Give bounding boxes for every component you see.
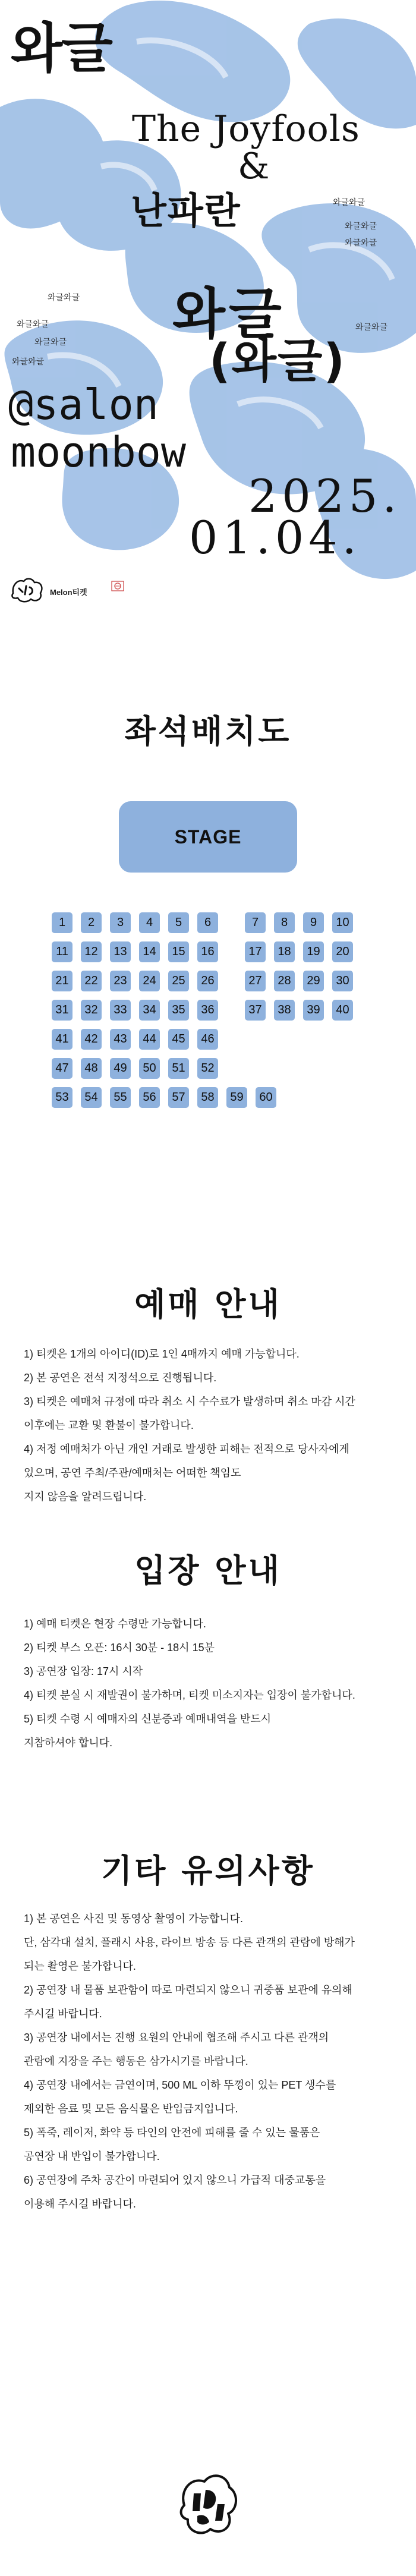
poster-ampersand: & xyxy=(238,146,270,187)
seat-31[interactable]: 31 xyxy=(52,1000,73,1021)
notes-line: 되는 촬영은 불가합니다. xyxy=(24,1960,136,1972)
seat-33[interactable]: 33 xyxy=(110,1000,131,1021)
notes-line: 주시길 바랍니다. xyxy=(24,2008,102,2020)
entry-info-list xyxy=(24,1612,398,1755)
seat-44[interactable]: 44 xyxy=(139,1029,160,1050)
seat-48[interactable]: 48 xyxy=(81,1058,102,1079)
poster-scatter-text: 와글와글 xyxy=(12,357,45,367)
seat-59[interactable]: 59 xyxy=(226,1087,247,1108)
notes-line: 2) 공연장 내 물품 보관함이 따로 마련되지 않으니 귀중품 보관에 유의해 xyxy=(24,1984,352,1996)
booking-info-line: 4) 저정 예매처가 아닌 개인 거래로 발생한 피해는 전적으로 당사자에게 xyxy=(24,1443,349,1455)
poster-band-wagle: 와글 xyxy=(172,282,285,346)
seat-36[interactable]: 36 xyxy=(197,1000,218,1021)
poster-scatter-text: 와글와글 xyxy=(333,198,365,207)
poster-band-nanparan: 난파란 xyxy=(131,189,241,232)
venue-emblem-icon xyxy=(106,578,130,600)
poster-venue-line2: moonbow xyxy=(11,428,187,477)
booking-info-line: 이후에는 교환 및 환불이 불가합니다. xyxy=(24,1419,194,1431)
seat-2[interactable]: 2 xyxy=(81,912,102,933)
seat-39[interactable]: 39 xyxy=(303,1000,324,1021)
poster-date-line1: 2025. xyxy=(248,470,402,522)
seat-11[interactable]: 11 xyxy=(52,941,73,962)
seat-28[interactable]: 28 xyxy=(274,971,295,991)
notes-line: 4) 공연장 내에서는 금연이며, 500 ML 이하 뚜껑이 있는 PET 생수를 xyxy=(24,2079,336,2091)
seat-50[interactable]: 50 xyxy=(139,1058,160,1079)
seat-15[interactable]: 15 xyxy=(168,941,189,962)
entry-info-line: 3) 공연장 입장: 17시 시작 xyxy=(24,1665,143,1677)
seat-14[interactable]: 14 xyxy=(139,941,160,962)
seat-25[interactable]: 25 xyxy=(168,971,189,991)
seat-38[interactable]: 38 xyxy=(274,1000,295,1021)
entry-info-line: 1) 예매 티켓은 현장 수령만 가능합니다. xyxy=(24,1618,206,1630)
entry-info-line: 2) 티켓 부스 오픈: 16시 30분 - 18시 15분 xyxy=(24,1642,215,1654)
entry-info-line: 5) 티켓 수령 시 예매자의 신분증과 예매내역을 반드시 xyxy=(24,1713,272,1725)
other-notes-title: 기타 유의사항 xyxy=(101,1852,315,1890)
seat-1[interactable]: 1 xyxy=(52,912,73,933)
entry-info-line: 지참하셔야 합니다. xyxy=(24,1737,113,1749)
seat-43[interactable]: 43 xyxy=(110,1029,131,1050)
notes-line: 관람에 지장을 주는 행동은 삼가시기를 바랍니다. xyxy=(24,2055,248,2067)
seat-41[interactable]: 41 xyxy=(52,1029,73,1050)
seat-13[interactable]: 13 xyxy=(110,941,131,962)
seat-21[interactable]: 21 xyxy=(52,971,73,991)
concert-poster xyxy=(0,0,416,618)
seat-8[interactable]: 8 xyxy=(274,912,295,933)
seat-45[interactable]: 45 xyxy=(168,1029,189,1050)
notes-line: 3) 공연장 내에서는 진행 요원의 안내에 협조해 주시고 다른 관객의 xyxy=(24,2032,329,2043)
seat-42[interactable]: 42 xyxy=(81,1029,102,1050)
poster-venue-line1: @salon xyxy=(8,380,159,429)
entry-info-title: 입장 안내 xyxy=(134,1552,282,1589)
poster-scatter-text: 와글와글 xyxy=(34,338,67,347)
seat-60[interactable]: 60 xyxy=(256,1087,276,1108)
melon-ticket-logo: Melon티켓 xyxy=(50,588,87,597)
seat-4[interactable]: 4 xyxy=(139,912,160,933)
seat-29[interactable]: 29 xyxy=(303,971,324,991)
seat-3[interactable]: 3 xyxy=(110,912,131,933)
stage-label: STAGE xyxy=(119,801,297,873)
seat-32[interactable]: 32 xyxy=(81,1000,102,1021)
seat-19[interactable]: 19 xyxy=(303,941,324,962)
seat-52[interactable]: 52 xyxy=(197,1058,218,1079)
seat-40[interactable]: 40 xyxy=(332,1000,353,1021)
seating-chart-title: 좌석배치도 xyxy=(124,713,292,750)
booking-info-title: 예매 안내 xyxy=(134,1286,282,1323)
poster-scatter-text: 와글와글 xyxy=(355,323,388,332)
seat-10[interactable]: 10 xyxy=(332,912,353,933)
seat-18[interactable]: 18 xyxy=(274,941,295,962)
seat-24[interactable]: 24 xyxy=(139,971,160,991)
poster-band-wagle-paren: (와글) xyxy=(209,335,346,388)
sponsor-logo-icon xyxy=(10,575,45,603)
seat-9[interactable]: 9 xyxy=(303,912,324,933)
seat-27[interactable]: 27 xyxy=(245,971,266,991)
booking-info-line: 지지 않음을 알려드립니다. xyxy=(24,1491,147,1503)
seat-12[interactable]: 12 xyxy=(81,941,102,962)
notes-line: 공연장 내 반입이 불가합니다. xyxy=(24,2150,160,2162)
booking-info-line: 2) 본 공연은 전석 지정석으로 진행됩니다. xyxy=(24,1372,217,1384)
seat-20[interactable]: 20 xyxy=(332,941,353,962)
poster-logo-text: 와글 xyxy=(11,17,112,80)
seat-6[interactable]: 6 xyxy=(197,912,218,933)
seat-16[interactable]: 16 xyxy=(197,941,218,962)
seat-54[interactable]: 54 xyxy=(81,1087,102,1108)
seat-34[interactable]: 34 xyxy=(139,1000,160,1021)
seat-26[interactable]: 26 xyxy=(197,971,218,991)
emblem-mark-icon xyxy=(111,580,125,593)
poster-date-line2: 01.04. xyxy=(189,511,361,564)
seat-22[interactable]: 22 xyxy=(81,971,102,991)
seat-46[interactable]: 46 xyxy=(197,1029,218,1050)
seat-17[interactable]: 17 xyxy=(245,941,266,962)
seat-23[interactable]: 23 xyxy=(110,971,131,991)
poster-scatter-text: 와글와글 xyxy=(48,293,80,303)
seat-53[interactable]: 53 xyxy=(52,1087,73,1108)
seat-55[interactable]: 55 xyxy=(110,1087,131,1108)
poster-scatter-text: 와글와글 xyxy=(345,222,377,231)
seat-49[interactable]: 49 xyxy=(110,1058,131,1079)
seat-51[interactable]: 51 xyxy=(168,1058,189,1079)
poster-band-the-joyfools: The Joyfools xyxy=(132,108,360,150)
other-notes-list xyxy=(24,1907,398,2216)
seat-37[interactable]: 37 xyxy=(245,1000,266,1021)
poster-scatter-text: 와글와글 xyxy=(17,320,49,329)
seat-56[interactable]: 56 xyxy=(139,1087,160,1108)
bottom-brand-logo-icon xyxy=(176,2470,240,2538)
booking-info-line: 1) 티켓은 1개의 아이디(ID)로 1인 4매까지 예매 가능합니다. xyxy=(24,1348,300,1360)
notes-line: 6) 공연장에 주차 공간이 마련되어 있지 않으니 가급적 대중교통을 xyxy=(24,2174,326,2186)
notes-line: 1) 본 공연은 사진 및 동영상 촬영이 가능합니다. xyxy=(24,1913,243,1925)
seat-57[interactable]: 57 xyxy=(168,1087,189,1108)
seat-35[interactable]: 35 xyxy=(168,1000,189,1021)
notes-line: 단, 삼각대 설치, 플래시 사용, 라이브 방송 등 다른 관객의 관람에 방해가 xyxy=(24,1936,355,1948)
booking-info-line: 3) 티켓은 예매처 규정에 따라 취소 시 수수료가 발생하며 취소 마감 시간 xyxy=(24,1396,355,1407)
notes-line: 제외한 음료 및 모든 음식물은 반입금지입니다. xyxy=(24,2103,238,2115)
seat-5[interactable]: 5 xyxy=(168,912,189,933)
entry-info-line: 4) 티켓 분실 시 재발권이 불가하며, 티켓 미소지자는 입장이 불가합니다. xyxy=(24,1689,355,1701)
notes-line: 이용해 주시길 바랍니다. xyxy=(24,2198,136,2210)
poster-scatter-text: 와글와글 xyxy=(345,238,377,248)
booking-info-list xyxy=(24,1342,398,1509)
seat-58[interactable]: 58 xyxy=(197,1087,218,1108)
booking-info-line: 있으며, 공연 주최/주관/예매처는 어떠한 책임도 xyxy=(24,1467,241,1479)
seat-30[interactable]: 30 xyxy=(332,971,353,991)
notes-line: 5) 폭죽, 레이저, 화약 등 타인의 안전에 피해를 줄 수 있는 물품은 xyxy=(24,2127,320,2139)
seat-47[interactable]: 47 xyxy=(52,1058,73,1079)
seat-7[interactable]: 7 xyxy=(245,912,266,933)
